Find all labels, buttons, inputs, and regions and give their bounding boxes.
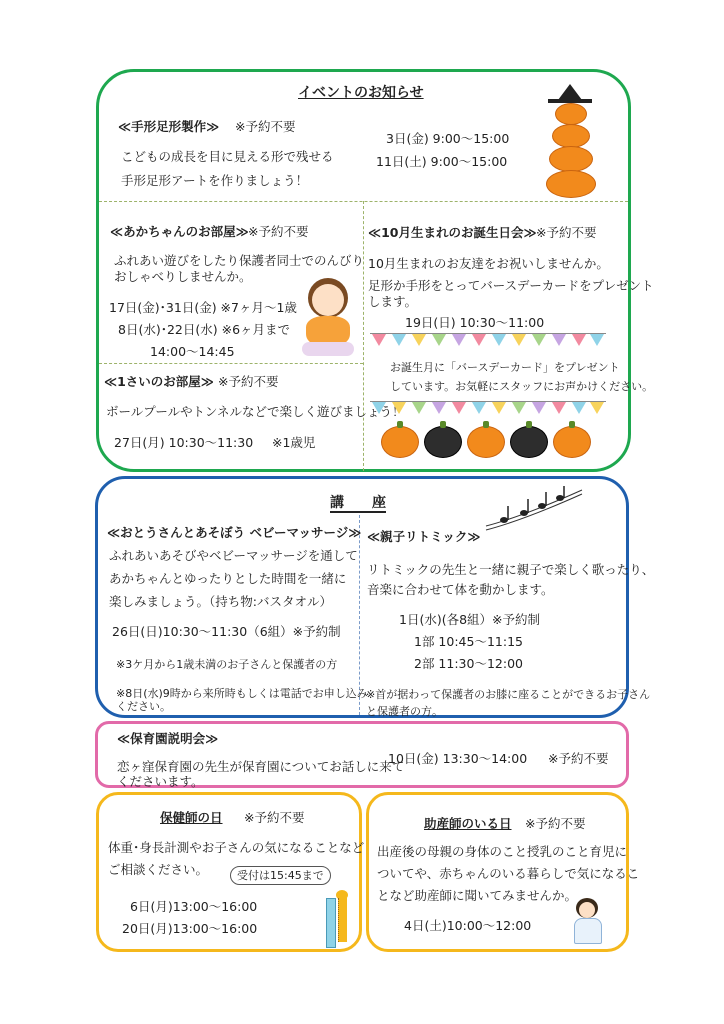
baby-room-date2: 8日(水)･22日(水) ※6ヶ月まで: [118, 322, 291, 337]
birthday-desc1: 10月生まれのお友達をお祝いしませんか。: [368, 256, 609, 271]
briefing-desc1: 恋ヶ窪保育園の先生が保育園についてお話しに来て: [117, 759, 405, 774]
rhythmic-note1: ※首が据わって保護者のお膝に座ることができるお子さん: [366, 688, 651, 701]
black-pumpkin-icon: [510, 426, 548, 458]
events-title: イベントのお知らせ: [298, 85, 424, 101]
midwife-illustration: [572, 898, 602, 942]
rhythmic-desc1: リトミックの先生と一緒に親子で楽しく歌ったり、: [367, 562, 655, 577]
nurse-date2: 20日(月)13:00～16:00: [122, 921, 258, 936]
massage-apply2: ください。: [116, 700, 171, 713]
baby-illustration: [302, 278, 354, 358]
rhythmic-part1: 1部 10:45～11:15: [414, 634, 523, 649]
bunting-top: [370, 333, 606, 348]
music-notes-illustration: [484, 486, 584, 532]
black-pumpkin-icon: [424, 426, 462, 458]
midwife-desc2: ついてや、赤ちゃんのいる暮らしで気になるこ: [377, 866, 640, 881]
briefing-date: 10日(金) 13:30～14:00: [388, 751, 528, 766]
birthday-extra2: しています。お気軽にスタッフにお声かけください。: [390, 380, 654, 393]
one-year-room-date: 27日(月) 10:30～11:30: [114, 435, 254, 450]
birthday-desc2: 足形か手形をとってバースデーカードをプレゼント: [368, 278, 654, 293]
rhythmic-title: ≪親子リトミック≫: [367, 529, 481, 544]
handprint-desc1: こどもの成長を目に見える形で残せる: [121, 149, 334, 164]
baby-room-desc1: ふれあい遊びをしたり保護者同士でのんびり: [114, 253, 365, 268]
birthday-title: ≪10月生まれのお誕生日会≫: [368, 225, 537, 240]
rhythmic-desc2: 音楽に合わせて体を動かします。: [367, 582, 554, 597]
midwife-desc1: 出産後の母親の身体のこと授乳のこと育児に: [377, 844, 628, 859]
nurse-desc1: 体重･身長計測やお子さんの気になることなど: [108, 840, 365, 855]
bunting-bottom: [370, 401, 606, 416]
midwife-title: 助産師のいる日: [424, 816, 512, 831]
baby-room-title: ≪あかちゃんのお部屋≫: [110, 224, 249, 239]
one-year-room-title: ≪1さいのお部屋≫: [104, 374, 214, 389]
one-year-room-desc: ボールプールやトンネルなどで楽しく遊びましょう！: [106, 404, 405, 419]
pumpkin-icon: [381, 426, 419, 458]
birthday-date: 19日(日) 10:30～11:00: [405, 315, 545, 330]
massage-desc2: あかちゃんとゆったりとした時間を一緒に: [109, 571, 347, 586]
massage-target: ※3ケ月から1歳未満のお子さんと保護者の方: [116, 658, 338, 671]
midwife-desc3: となど助産師に聞いてみませんか。: [377, 888, 578, 903]
midwife-note: ※予約不要: [525, 816, 586, 831]
massage-desc1: ふれあいあそびやベビーマッサージを通して: [109, 548, 358, 563]
baby-room-time: 14:00～14:45: [150, 344, 235, 359]
rhythmic-note2: と保護者の方。: [366, 705, 443, 718]
nurse-date1: 6日(月)13:00～16:00: [130, 899, 258, 914]
nurse-note: ※予約不要: [244, 810, 305, 825]
massage-date: 26日(日)10:30～11:30（6組）※予約制: [112, 624, 341, 639]
pumpkin-tower-illustration: [546, 84, 596, 196]
handprint-date1: 3日(金) 9:00～15:00: [386, 131, 510, 146]
events-divider-v: [363, 201, 364, 471]
baby-room-desc2: おしゃべりしませんか。: [114, 269, 252, 284]
courses-divider-v: [359, 515, 360, 715]
rhythmic-date: 1日(水)(各8組）※予約制: [399, 612, 541, 627]
nurse-desc2: ご相談ください。: [108, 862, 209, 877]
nurse-reception-badge: 受付は15:45まで: [230, 866, 331, 885]
one-year-room-note: ※予約不要: [218, 374, 279, 389]
courses-title: 講 座: [330, 495, 386, 511]
baby-room-date1: 17日(金)･31日(金) ※7ヶ月～1歳: [109, 300, 297, 315]
briefing-note: ※予約不要: [548, 751, 609, 766]
handprint-note: ※予約不要: [235, 119, 296, 134]
nurse-title: 保健師の日: [160, 810, 223, 825]
handprint-title: ≪手形足形製作≫: [118, 119, 220, 134]
birthday-note: ※予約不要: [536, 225, 597, 240]
one-year-room-age: ※1歳児: [272, 435, 316, 450]
massage-desc3: 楽しみましょう。（持ち物:バスタオル）: [109, 594, 332, 609]
pumpkin-icon: [467, 426, 505, 458]
massage-apply1: ※8日(水)9時から来所時もしくは電話でお申し込み: [116, 687, 368, 700]
midwife-date: 4日(土)10:00～12:00: [404, 918, 532, 933]
briefing-title: ≪保育園説明会≫: [117, 731, 219, 746]
birthday-desc3: します。: [368, 294, 418, 309]
briefing-desc2: くださいます。: [117, 774, 204, 789]
rhythmic-part2: 2部 11:30～12:00: [414, 656, 523, 671]
giraffe-height-chart-illustration: [326, 890, 350, 946]
baby-room-note: ※予約不要: [248, 224, 309, 239]
events-divider-h2: [99, 363, 363, 364]
massage-title: ≪おとうさんとあそぼう ベビーマッサージ≫: [107, 525, 362, 540]
handprint-desc2: 手形足形アートを作りましょう！: [121, 173, 309, 188]
birthday-extra1: お誕生月に「バースデーカード」をプレゼント: [390, 361, 620, 374]
handprint-date2: 11日(土) 9:00～15:00: [376, 154, 508, 169]
pumpkin-icon: [553, 426, 591, 458]
